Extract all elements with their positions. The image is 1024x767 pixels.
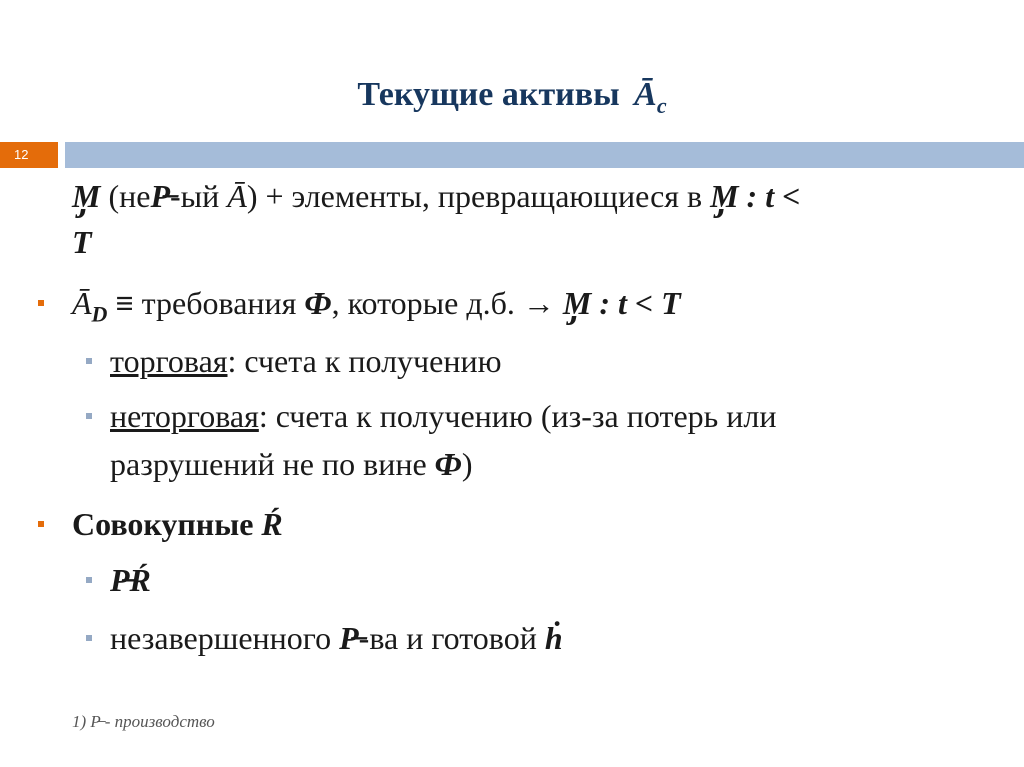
bullet xyxy=(86,577,92,583)
sub-line-4 xyxy=(110,618,563,658)
text: : счета к получению xyxy=(227,343,502,379)
production-symbol: P̶ xyxy=(339,620,359,656)
text: (не xyxy=(100,178,151,214)
text: : счета к получению (из-за потерь или xyxy=(258,398,777,434)
firm-symbol: Ф xyxy=(304,285,332,321)
sub-line-2-cont xyxy=(110,444,473,484)
bullet xyxy=(38,521,44,527)
production-symbol: P̶ xyxy=(150,178,170,214)
condition: : t < T xyxy=(591,285,681,321)
slide-number: 12 xyxy=(0,142,58,168)
title-symbol-base: Ā xyxy=(634,76,657,113)
text: , которые д.б. → xyxy=(331,285,563,321)
term: неторговая xyxy=(110,398,259,434)
money-symbol: M̡ xyxy=(710,178,739,214)
body-line-1 xyxy=(72,176,800,216)
asset-symbol: Ā xyxy=(227,178,247,214)
body-line-1-cont: T xyxy=(72,224,92,260)
product-symbol: ḣ xyxy=(544,620,563,656)
title-symbol xyxy=(634,76,667,118)
text: -ый xyxy=(169,178,228,214)
money-symbol: M̡ xyxy=(562,285,592,321)
body-line-3 xyxy=(72,504,283,544)
resource-symbol: Ŕ xyxy=(261,506,283,542)
term: торговая xyxy=(110,343,228,379)
body-line-2 xyxy=(72,283,681,334)
footnote: 1) P̶ - производство xyxy=(72,712,215,731)
slide-title xyxy=(0,76,1024,119)
firm-symbol: Ф xyxy=(434,446,462,482)
condition: : t < xyxy=(738,178,801,214)
text: ) + элементы, превращающиеся в xyxy=(246,178,711,214)
sub-line-2 xyxy=(110,396,776,436)
asset-symbol: Ā xyxy=(72,285,92,321)
text: требования xyxy=(141,285,305,321)
text: ) xyxy=(461,446,473,482)
text: незавершенного xyxy=(110,620,340,656)
title-text: Текущие активы xyxy=(357,76,620,113)
text: разрушений не по вине xyxy=(110,446,435,482)
bullet xyxy=(86,635,92,641)
text: -ва и готовой xyxy=(358,620,545,656)
bullet xyxy=(86,413,92,419)
bullet xyxy=(86,358,92,364)
asset-sub: D xyxy=(91,301,108,327)
bullet xyxy=(38,300,44,306)
title-symbol-sub: c xyxy=(656,92,667,118)
header-bar xyxy=(65,142,1024,168)
text: Совокупные xyxy=(72,506,262,542)
equiv-sign: ≡ xyxy=(107,285,142,321)
sub-line-1 xyxy=(110,341,502,381)
sub-line-3: P̶Ŕ xyxy=(110,562,151,598)
money-symbol: M̡ xyxy=(72,178,101,214)
